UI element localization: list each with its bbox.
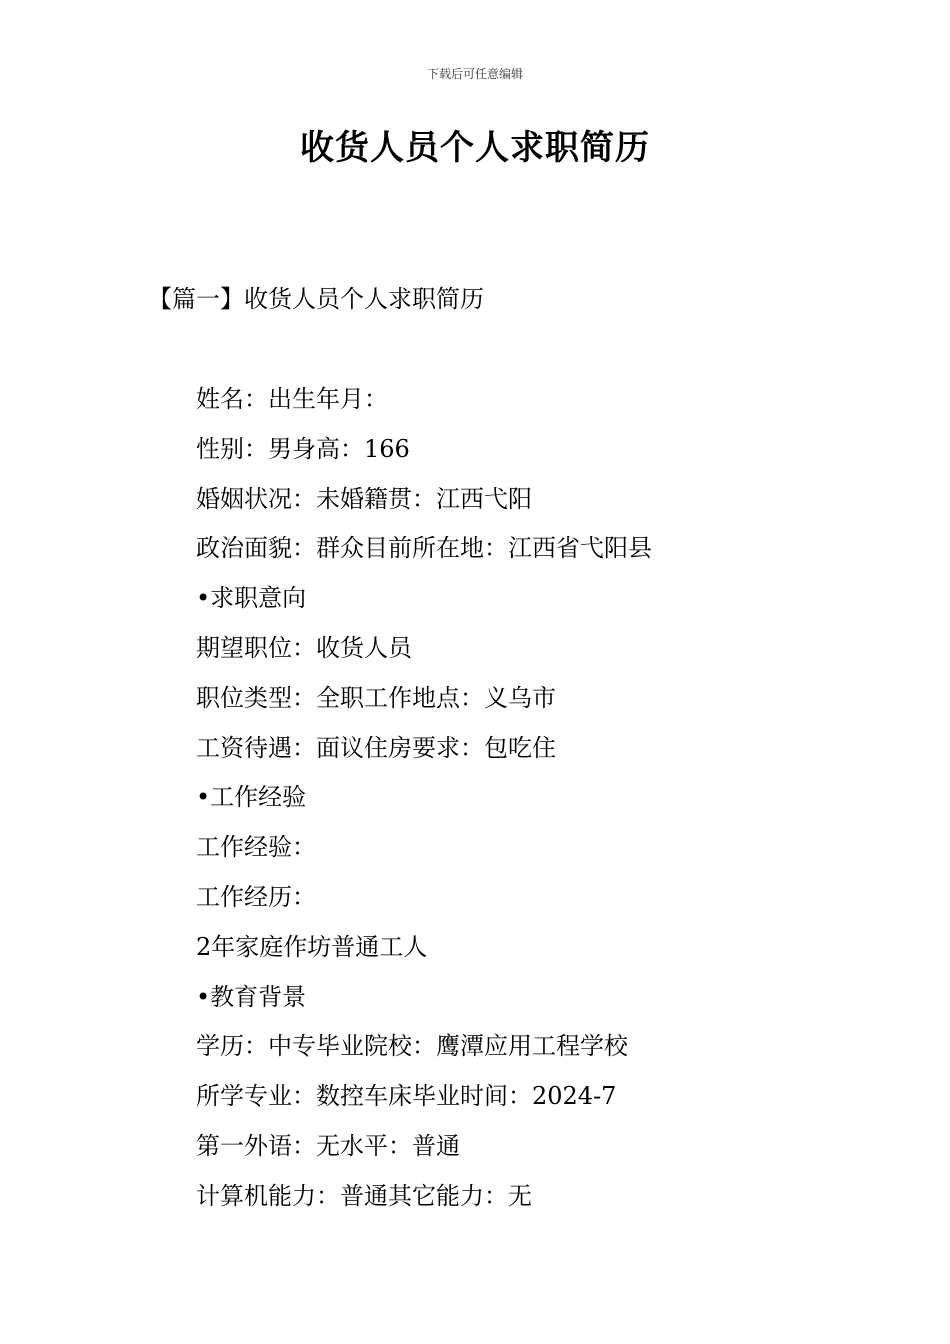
line-foreign-language: 第一外语：无水平：普通 xyxy=(196,1131,460,1160)
line-work-experience: 工作经验： xyxy=(196,833,316,862)
line-work-detail: 2年家庭作坊普通工人 xyxy=(196,932,428,961)
page-header-note: 下载后可任意编辑 xyxy=(426,67,523,81)
line-salary-housing: 工资待遇：面议住房要求：包吃住 xyxy=(196,733,556,762)
line-major-graduation: 所学专业：数控车床毕业时间：2024-7 xyxy=(196,1082,617,1111)
line-degree-school: 学历：中专毕业院校：鹰潭应用工程学校 xyxy=(196,1032,628,1061)
line-marital-origin: 婚姻状况：未婚籍贯：江西弋阳 xyxy=(196,484,532,513)
subheading-job-intention: •求职意向 xyxy=(196,584,307,613)
line-name-birth: 姓名：出生年月： xyxy=(196,385,388,413)
line-gender-height: 性别：男身高：166 xyxy=(196,434,410,463)
line-expected-position: 期望职位：收货人员 xyxy=(196,633,412,662)
document-title: 收货人员个人求职简历 xyxy=(300,128,650,168)
section-heading: 【篇一】收货人员个人求职简历 xyxy=(148,285,484,313)
line-work-history: 工作经历： xyxy=(196,882,316,911)
subheading-work-experience: •工作经验 xyxy=(196,783,307,812)
resume-content xyxy=(196,382,896,1229)
line-computer-skills: 计算机能力：普通其它能力：无 xyxy=(196,1181,532,1210)
line-political-location: 政治面貌：群众目前所在地：江西省弋阳县 xyxy=(196,534,652,563)
line-job-type-location: 职位类型：全职工作地点：义乌市 xyxy=(196,683,556,712)
subheading-education: •教育背景 xyxy=(196,982,307,1011)
